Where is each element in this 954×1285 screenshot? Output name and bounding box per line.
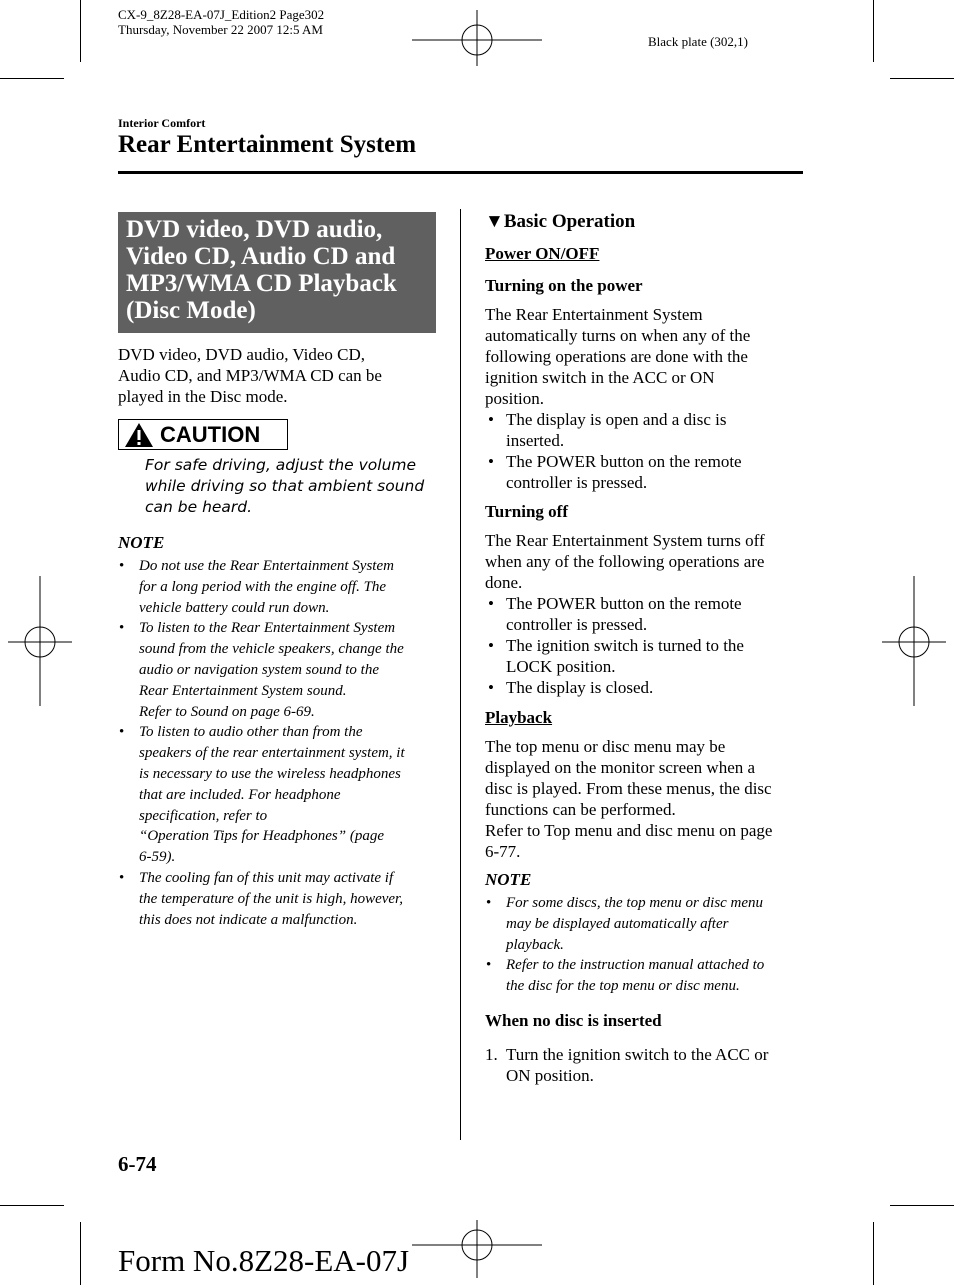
intro-paragraph (118, 344, 382, 407)
caution-text (145, 455, 424, 518)
turning-on-heading: Turning on the power (485, 276, 643, 295)
note-title-right: NOTE (485, 870, 532, 889)
caution-line: For safe driving, adjust the volume (145, 456, 417, 474)
list-item: • The ignition switch is turned to the LOCK position. (485, 635, 744, 677)
step-text: Turn the ignition switch to the ACC or ON position. (506, 1045, 769, 1085)
intro-line: DVD video, DVD audio, Video CD, (118, 345, 366, 364)
step-number: 1. (485, 1045, 498, 1064)
section-title-line: MP3/WMA CD Playback (126, 270, 397, 297)
note-list-right (485, 893, 803, 997)
caution-label: CAUTION (160, 421, 261, 447)
list-item: • The display is closed. (485, 677, 744, 698)
registration-mark-bottom (412, 1220, 542, 1278)
header-rule (118, 171, 803, 174)
plate-label: Black plate (302,1) (648, 34, 748, 49)
section-title-line: (Disc Mode) (126, 297, 256, 324)
column-divider (460, 209, 461, 1140)
list-item: • For some discs, the top menu or disc menu may be displayed automatically after playback. (485, 893, 803, 955)
section-title-line: Video CD, Audio CD and (126, 243, 396, 270)
print-header (118, 7, 324, 37)
print-header-line1: CX-9_8Z28-EA-07J_Edition2 Page302 (118, 7, 325, 22)
playback-heading: Playback (485, 708, 553, 727)
list-item: • The cooling fan of this unit may activate if the temperature of the unit is high, however, this does not indicate a malfunction. (118, 868, 448, 930)
no-disc-heading: When no disc is inserted (485, 1011, 662, 1030)
turning-off-list (485, 593, 744, 698)
warning-icon (124, 422, 154, 448)
intro-line: played in the Disc mode. (118, 387, 288, 406)
note-title-left: NOTE (118, 533, 165, 552)
note-list-left (118, 556, 448, 930)
print-header-line2: Thursday, November 22 2007 12:5 AM (118, 22, 323, 37)
registration-mark-right (882, 576, 946, 706)
list-item: • The display is open and a disc is inserted. (485, 409, 742, 451)
list-item: • Refer to the instruction manual attached to the disc for the top menu or disc menu. (485, 955, 803, 997)
list-item: • To listen to audio other than from the speakers of the rear entertainment system, it is necessary to use the wireless headphones that are included. For headphone specification, refer to “Operation Tips for Headphones” (page 6-59). (118, 722, 448, 868)
registration-mark-top (412, 10, 542, 66)
turning-on-list (485, 409, 742, 493)
caution-box (118, 419, 288, 450)
intro-line: Audio CD, and MP3/WMA CD can be (118, 366, 382, 385)
list-item: • The POWER button on the remote controller is pressed. (485, 451, 742, 493)
section-title-box (118, 212, 436, 333)
basic-operation-label: Basic Operation (503, 211, 636, 232)
turning-off-paragraph: The Rear Entertainment System turns off when any of the following operations are done. (485, 531, 765, 592)
section-label: Interior Comfort (118, 116, 206, 130)
section-title-line: DVD video, DVD audio, (126, 216, 383, 243)
triangle-down-icon: ▼ (485, 211, 504, 232)
turning-off-heading: Turning off (485, 502, 568, 521)
power-heading: Power ON/OFF (485, 244, 600, 263)
playback-paragraph: The top menu or disc menu may be displayed on the monitor screen when a disc is played. From these menus, the disc functions can be performed. Refer to Top menu and disc menu on page 6-77. (485, 737, 773, 861)
basic-operation-heading (485, 211, 635, 233)
registration-mark-left (8, 576, 72, 706)
list-item: • To listen to the Rear Entertainment System sound from the vehicle speakers, change the audio or navigation system sound to the Rear Entertainment System sound. Refer to Sound on page 6-69. (118, 618, 448, 722)
page-number: 6-74 (118, 1152, 157, 1176)
caution-line: while driving so that ambient sound (145, 477, 425, 495)
list-item: • The POWER button on the remote controller is pressed. (485, 593, 744, 635)
form-number: Form No.8Z28-EA-07J (118, 1243, 410, 1278)
list-item: • Do not use the Rear Entertainment System for a long period with the engine off. The vehicle battery could run down. (118, 556, 448, 618)
chapter-title: Rear Entertainment System (118, 131, 417, 158)
turning-on-paragraph: The Rear Entertainment System automatically turns on when any of the following operations are done with the ignition switch in the ACC or ON position. (485, 305, 751, 408)
caution-line: can be heard. (145, 498, 253, 516)
step-1 (485, 1044, 768, 1086)
